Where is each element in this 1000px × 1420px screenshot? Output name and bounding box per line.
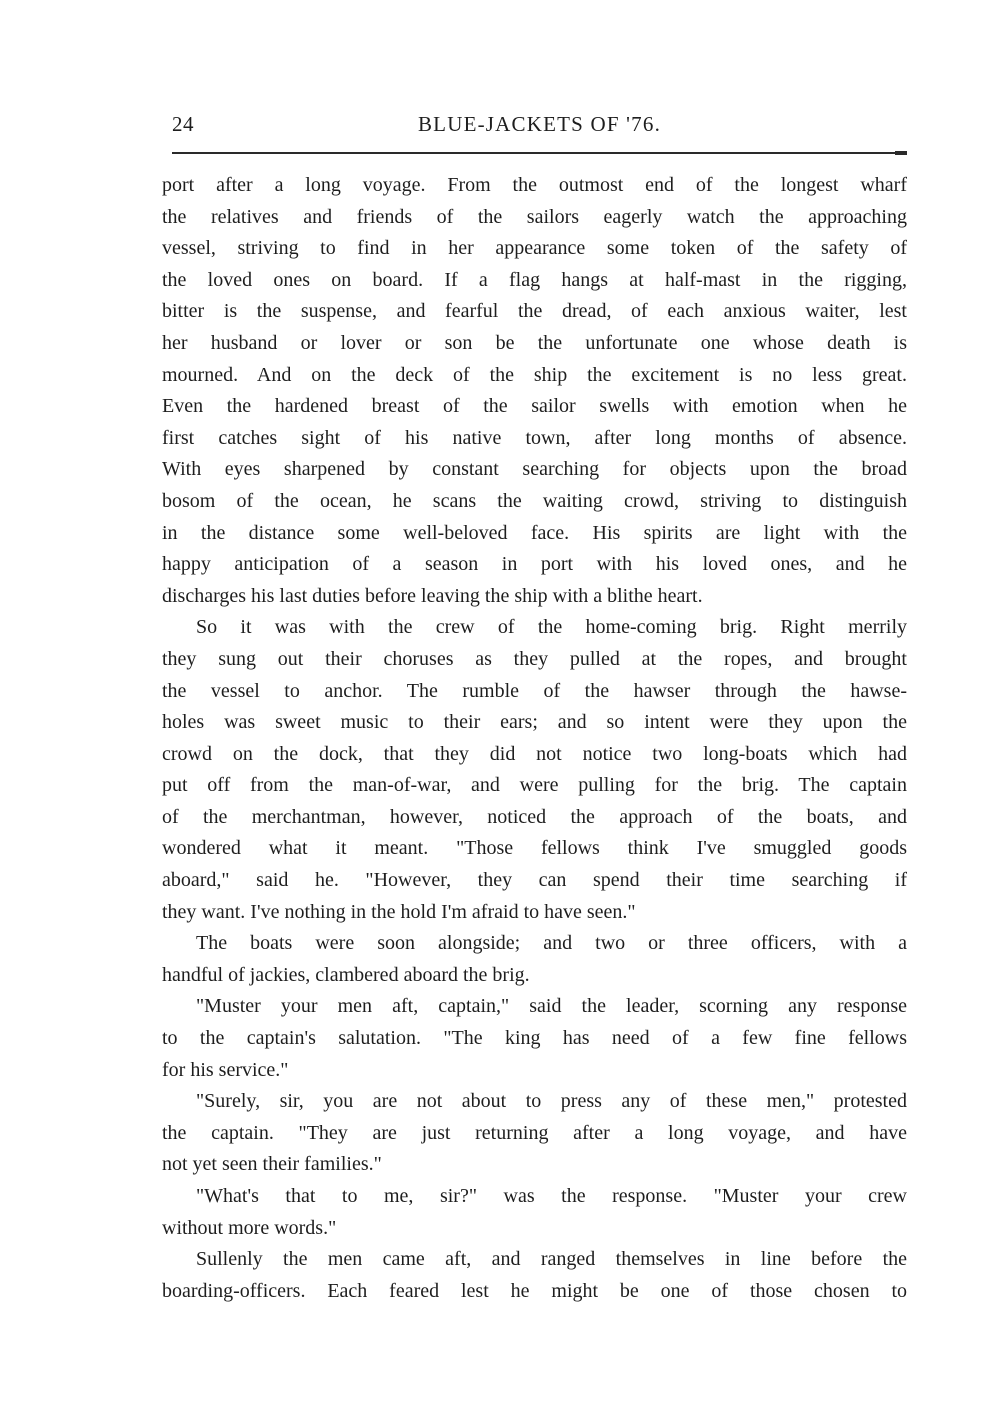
text-line: boarding-officers. Each feared lest he might be one of those chosen to bbox=[162, 1279, 907, 1302]
text-line: they sung out their choruses as they pulled at the ropes, and brought bbox=[162, 647, 907, 670]
text-line: not yet seen their families." bbox=[162, 1153, 382, 1176]
text-line: crowd on the dock, that they did not notice two long-boats which had bbox=[162, 742, 907, 765]
text-line: bosom of the ocean, he scans the waiting crowd, striving to distinguish bbox=[162, 489, 907, 512]
text-line: first catches sight of his native town, after long months of absence. bbox=[162, 426, 907, 449]
text-line: wondered what it meant. "Those fellows think I've smuggled goods bbox=[162, 837, 907, 860]
body-text bbox=[162, 170, 907, 1307]
text-line: the vessel to anchor. The rumble of the hawser through the hawse- bbox=[162, 679, 907, 702]
text-line: for his service." bbox=[162, 1058, 289, 1081]
text-line: port after a long voyage. From the outmost end of the longest wharf bbox=[162, 174, 907, 196]
page-number: 24 bbox=[172, 112, 194, 136]
text-line: vessel, striving to find in her appearance some token of the safety of bbox=[162, 237, 907, 260]
text-line: bitter is the suspense, and fearful the dread, of each anxious waiter, lest bbox=[162, 300, 907, 323]
running-title: BLUE-JACKETS OF '76. bbox=[417, 112, 662, 136]
text-line: without more words." bbox=[162, 1216, 337, 1239]
text-line: in the distance some well-beloved face. His spirits are light with the bbox=[162, 521, 907, 544]
text-line: put off from the man-of-war, and were pulling for the brig. The captain bbox=[162, 774, 907, 797]
header-rule-end bbox=[895, 151, 907, 155]
text-line: holes was sweet music to their ears; and so intent were they upon the bbox=[162, 711, 907, 734]
text-line: "Surely, sir, you are not about to press any of these men," protested bbox=[196, 1090, 907, 1113]
text-line: of the merchantman, however, noticed the approach of the boats, and bbox=[162, 805, 907, 828]
text-line: the loved ones on board. If a flag hangs at half-mast in the rigging, bbox=[162, 268, 907, 291]
text-line: happy anticipation of a season in port with his loved ones, and he bbox=[162, 553, 907, 576]
text-line: they want. I've nothing in the hold I'm afraid to have seen." bbox=[162, 900, 636, 923]
text-line: to the captain's salutation. "The king has need of a few fine fellows bbox=[162, 1027, 907, 1050]
text-line: discharges his last duties before leaving the ship with a blithe heart. bbox=[162, 584, 703, 607]
text-line: aboard," said he. "However, they can spend their time searching if bbox=[162, 869, 907, 892]
text-line: mourned. And on the deck of the ship the excitement is no less great. bbox=[162, 363, 907, 386]
text-line: the relatives and friends of the sailors eagerly watch the approaching bbox=[162, 205, 907, 228]
page-header bbox=[172, 112, 907, 142]
text-line: So it was with the crew of the home-coming brig. Right merrily bbox=[196, 616, 907, 639]
text-line: Even the hardened breast of the sailor swells with emotion when he bbox=[162, 395, 907, 418]
header-rule bbox=[172, 152, 907, 154]
text-line: the captain. "They are just returning after a long voyage, and have bbox=[162, 1121, 907, 1144]
text-line: With eyes sharpened by constant searching for objects upon the broad bbox=[162, 458, 907, 481]
text-line: handful of jackies, clambered aboard the brig. bbox=[162, 963, 530, 986]
text-line: "What's that to me, sir?" was the response. "Muster your crew bbox=[196, 1185, 907, 1207]
text-line: her husband or lover or son be the unfortunate one whose death is bbox=[162, 331, 907, 354]
text-line: Sullenly the men came aft, and ranged themselves in line before the bbox=[196, 1248, 907, 1271]
text-line: The boats were soon alongside; and two or three officers, with a bbox=[196, 932, 907, 955]
text-line: "Muster your men aft, captain," said the leader, scorning any response bbox=[196, 995, 907, 1018]
